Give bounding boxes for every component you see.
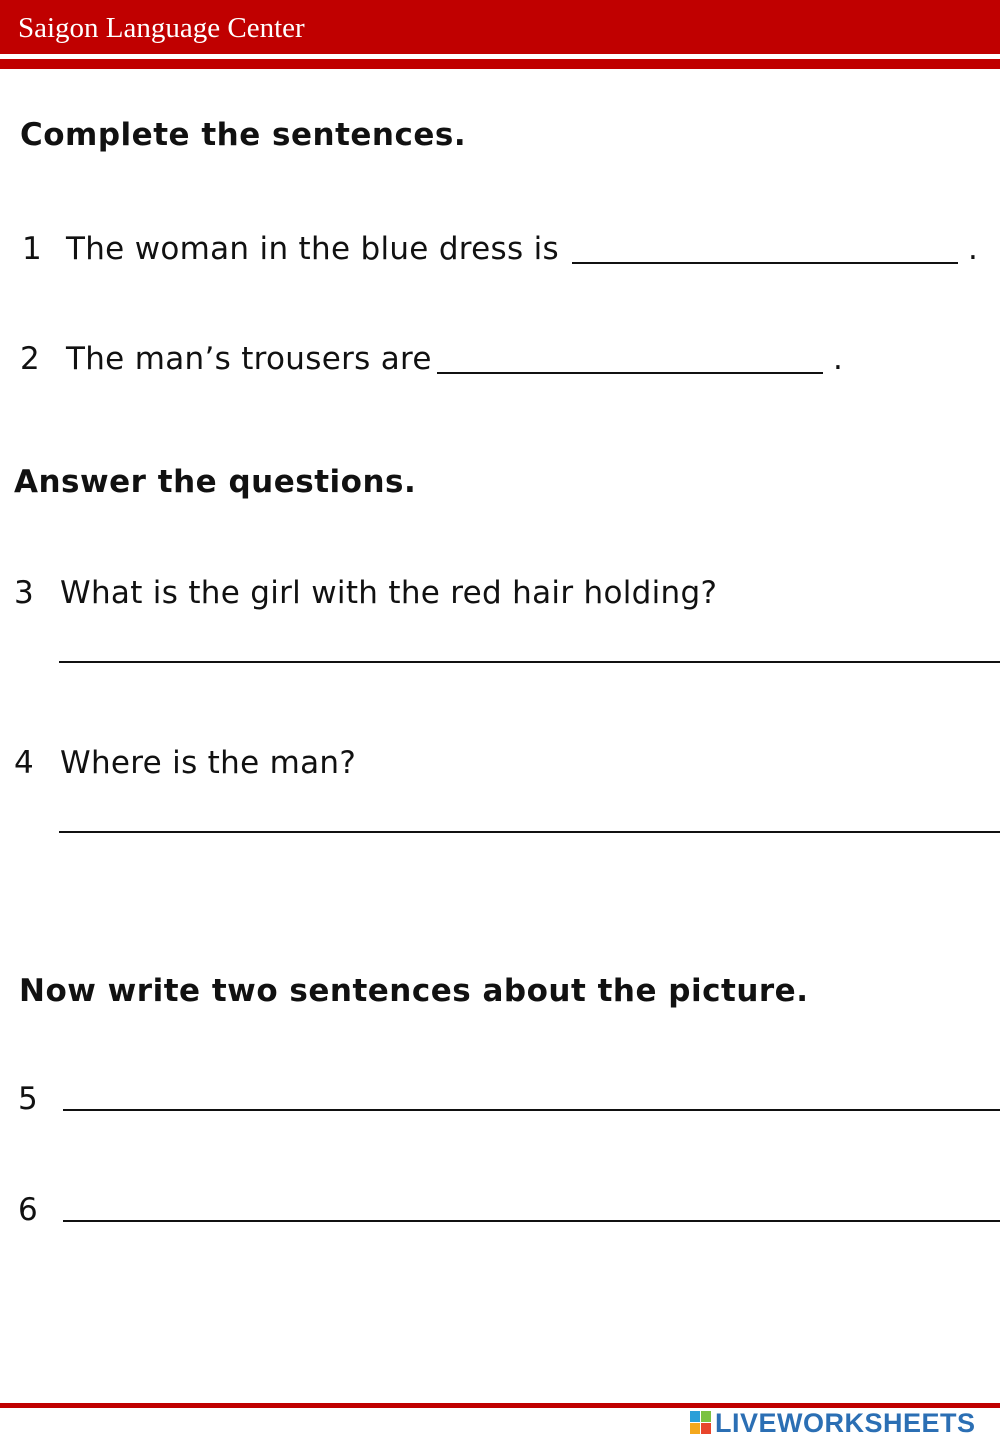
section-heading-answer: Answer the questions. [14,464,417,500]
header-title: Saigon Language Center [18,12,305,44]
answer-line-1[interactable] [572,262,958,264]
answer-line-2[interactable] [437,372,823,374]
item-number-1: 1 [22,231,42,267]
brand-text: LIVEWORKSHEETS [715,1407,976,1438]
answer-line-4[interactable] [59,831,1000,833]
item-text-3: What is the girl with the red hair holding? [60,575,718,611]
liveworksheets-logo-icon [690,1411,712,1435]
item-number-2: 2 [20,341,40,377]
item-number-6: 6 [18,1192,38,1228]
item-text-4: Where is the man? [60,745,357,781]
item-end-1: . [968,231,978,267]
item-text-2: The man’s trousers are [66,341,432,377]
header-rule [0,59,1000,69]
answer-line-6[interactable] [63,1220,1000,1222]
answer-line-3[interactable] [59,661,1000,663]
section-heading-write: Now write two sentences about the picture. [19,973,809,1009]
brand-logo [690,1408,976,1438]
item-number-3: 3 [14,575,34,611]
item-text-1: The woman in the blue dress is [66,231,559,267]
answer-line-5[interactable] [63,1109,1000,1111]
item-end-2: . [833,341,843,377]
item-number-5: 5 [18,1081,38,1117]
item-number-4: 4 [14,745,34,781]
section-heading-complete: Complete the sentences. [20,117,467,153]
